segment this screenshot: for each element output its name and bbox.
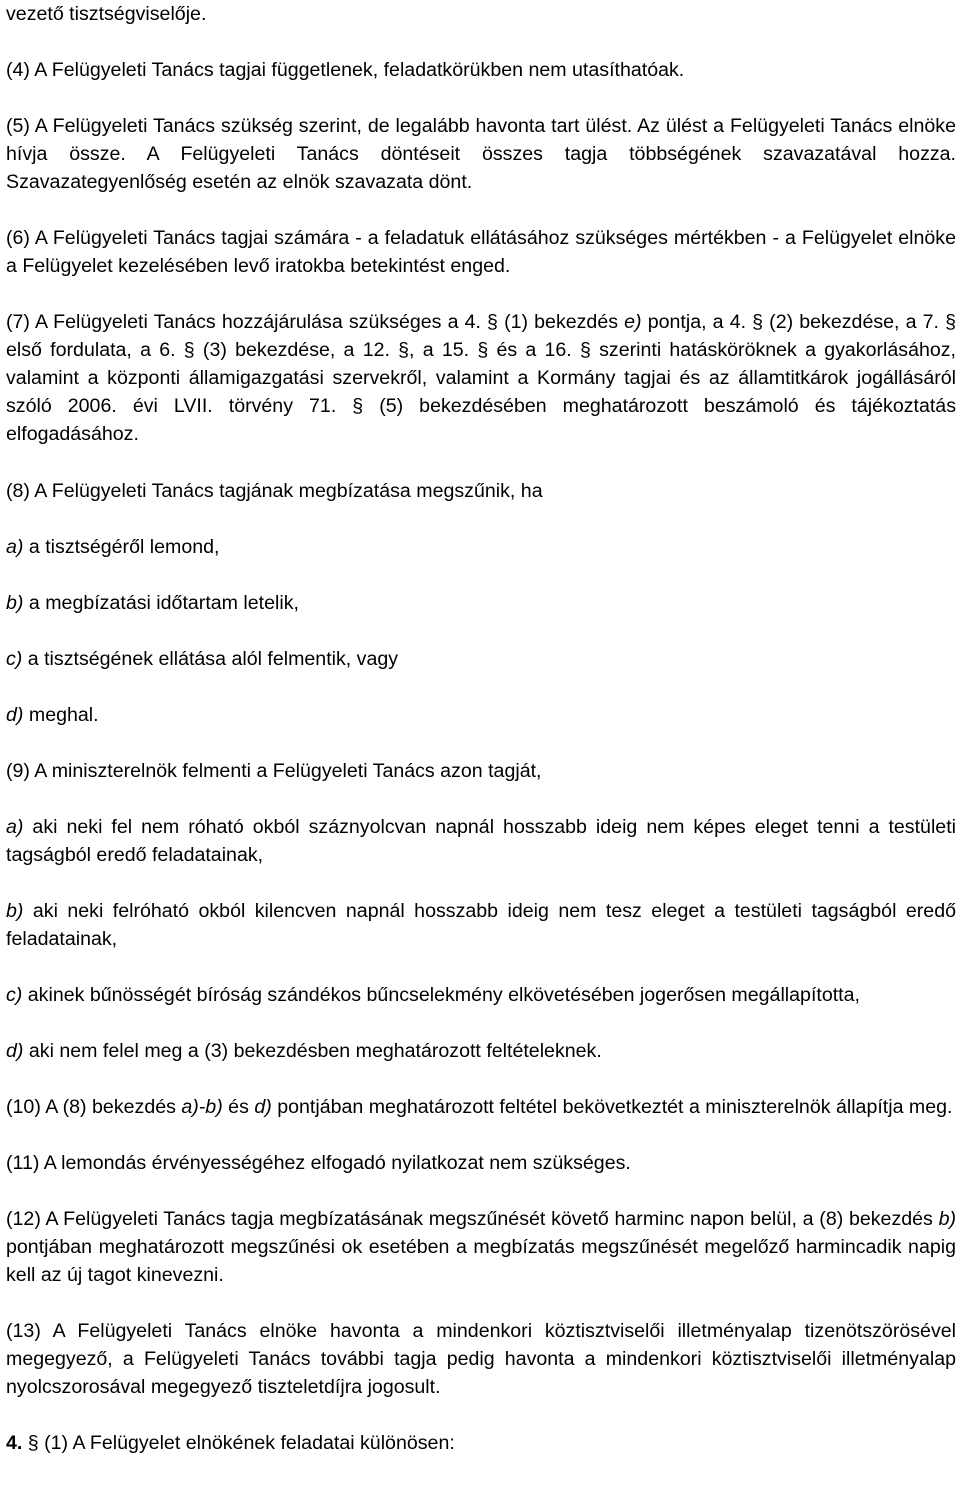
paragraph-7-text-2: pontja, a 4. § (2) bekezdése, a 7. § első fordulata, a 6. § (3) bekezdése, a 12. §, a 15. § és a 16. § szerinti hatásköröknek a gyakorlásához, valamint a központi államigazgatási szervekről, valamint a Kormány tagjai és az államtitkárok jogállásáról szóló 2006. évi LVII. törvény 71. § (5) bekezdésében meghatározott beszámoló és tájékoztatás elfogadásához. — [6, 311, 956, 445]
item-text: meghal. — [23, 704, 99, 726]
paragraph-9-a — [6, 813, 956, 869]
section-4-text: § (1) A Felügyelet elnökének feladatai különösen: — [22, 1432, 455, 1454]
paragraph-9-b — [6, 897, 956, 953]
item-mark: c) — [6, 648, 23, 670]
item-mark: c) — [6, 984, 23, 1006]
paragraph-13: (13) A Felügyeleti Tanács elnöke havonta a mindenkori köztisztviselői illetményalap tizenötszörösével megegyező, a Felügyeleti Tanács további tagja pedig havonta a mindenkori köztisztviselői illetményalap nyolcszorosával megegyező tiszteletdíjra jogosult. — [6, 1320, 956, 1398]
section-number: 4. — [6, 1432, 23, 1454]
paragraph-4: (4) A Felügyeleti Tanács tagjai függetlenek, feladatkörükben nem utasíthatóak. — [6, 59, 685, 81]
item-mark: b) — [6, 900, 24, 922]
paragraph-7-text-1: (7) A Felügyeleti Tanács hozzájárulása szükséges a 4. § (1) bekezdés — [6, 311, 625, 333]
paragraph-10-text-2: és — [222, 1096, 255, 1118]
paragraph-10-italic-2: d) — [254, 1096, 272, 1118]
paragraph-8-d — [6, 701, 956, 729]
item-text: akinek bűnösségét bíróság szándékos bűncselekmény elkövetésében jogerősen megállapította, — [22, 984, 860, 1006]
paragraph-10-text-3: pontjában meghatározott feltétel bekövetkeztét a miniszterelnök állapítja meg. — [271, 1096, 953, 1118]
paragraph-7 — [6, 308, 956, 448]
paragraph-12-text-1: (12) A Felügyeleti Tanács tagja megbízatásának megszűnését követő harminc napon belül, a (8) bekezdés — [6, 1208, 939, 1230]
item-mark: a) — [6, 816, 24, 838]
paragraph-12 — [6, 1205, 956, 1289]
paragraph-12-italic: b) — [938, 1208, 956, 1230]
paragraph-10-text-1: (10) A (8) bekezdés — [6, 1096, 182, 1118]
paragraph-11: (11) A lemondás érvényességéhez elfogadó nyilatkozat nem szükséges. — [6, 1152, 631, 1174]
paragraph-9: (9) A miniszterelnök felmenti a Felügyeleti Tanács azon tagját, — [6, 760, 542, 782]
item-mark: a) — [6, 536, 24, 558]
paragraph-8: (8) A Felügyeleti Tanács tagjának megbízatása megszűnik, ha — [6, 480, 543, 502]
paragraph-12-text-2: pontjában meghatározott megszűnési ok esetében a megbízatás megszűnését megelőző harmincadik napig kell az új tagot kinevezni. — [6, 1236, 956, 1286]
item-text: aki neki felróható okból kilencven napnál hosszabb ideig nem tesz eleget a testületi tagságból eredő feladatainak, — [6, 900, 956, 950]
item-mark: b) — [6, 592, 24, 614]
item-mark: d) — [6, 1040, 24, 1062]
item-text: a tisztségéről lemond, — [23, 536, 220, 558]
section-4-heading — [6, 1429, 956, 1457]
item-mark: d) — [6, 704, 24, 726]
paragraph-8-a — [6, 533, 956, 561]
paragraph-8-b — [6, 589, 956, 617]
document-page — [6, 0, 956, 1457]
paragraph-6: (6) A Felügyeleti Tanács tagjai számára - a feladatuk ellátásához szükséges mértékben - a Felügyelet elnöke a Felügyelet kezelésében levő iratokba betekintést enged. — [6, 227, 956, 277]
paragraph-10-italic-1: a)-b) — [181, 1096, 223, 1118]
paragraph-9-d — [6, 1037, 956, 1065]
item-text: a tisztségének ellátása alól felmentik, vagy — [22, 648, 399, 670]
item-text: aki neki fel nem róható okból száznyolcvan napnál hosszabb ideig nem képes eleget tenni a testületi tagságból eredő feladatainak, — [6, 816, 956, 866]
paragraph-intro: vezető tisztségviselője. — [6, 3, 207, 25]
item-text: aki nem felel meg a (3) bekezdésben meghatározott feltételeknek. — [23, 1040, 602, 1062]
paragraph-9-c — [6, 981, 956, 1009]
paragraph-10 — [6, 1093, 956, 1121]
item-text: a megbízatási időtartam letelik, — [23, 592, 299, 614]
paragraph-8-c — [6, 645, 956, 673]
paragraph-7-italic: e) — [624, 311, 642, 333]
paragraph-5: (5) A Felügyeleti Tanács szükség szerint, de legalább havonta tart ülést. Az ülést a Felügyeleti Tanács elnöke hívja össze. A Felügyeleti Tanács döntéseit összes tagja többségének szavazatával hozza. Szavazategyenlőség esetén az elnök szavazata dönt. — [6, 115, 956, 193]
